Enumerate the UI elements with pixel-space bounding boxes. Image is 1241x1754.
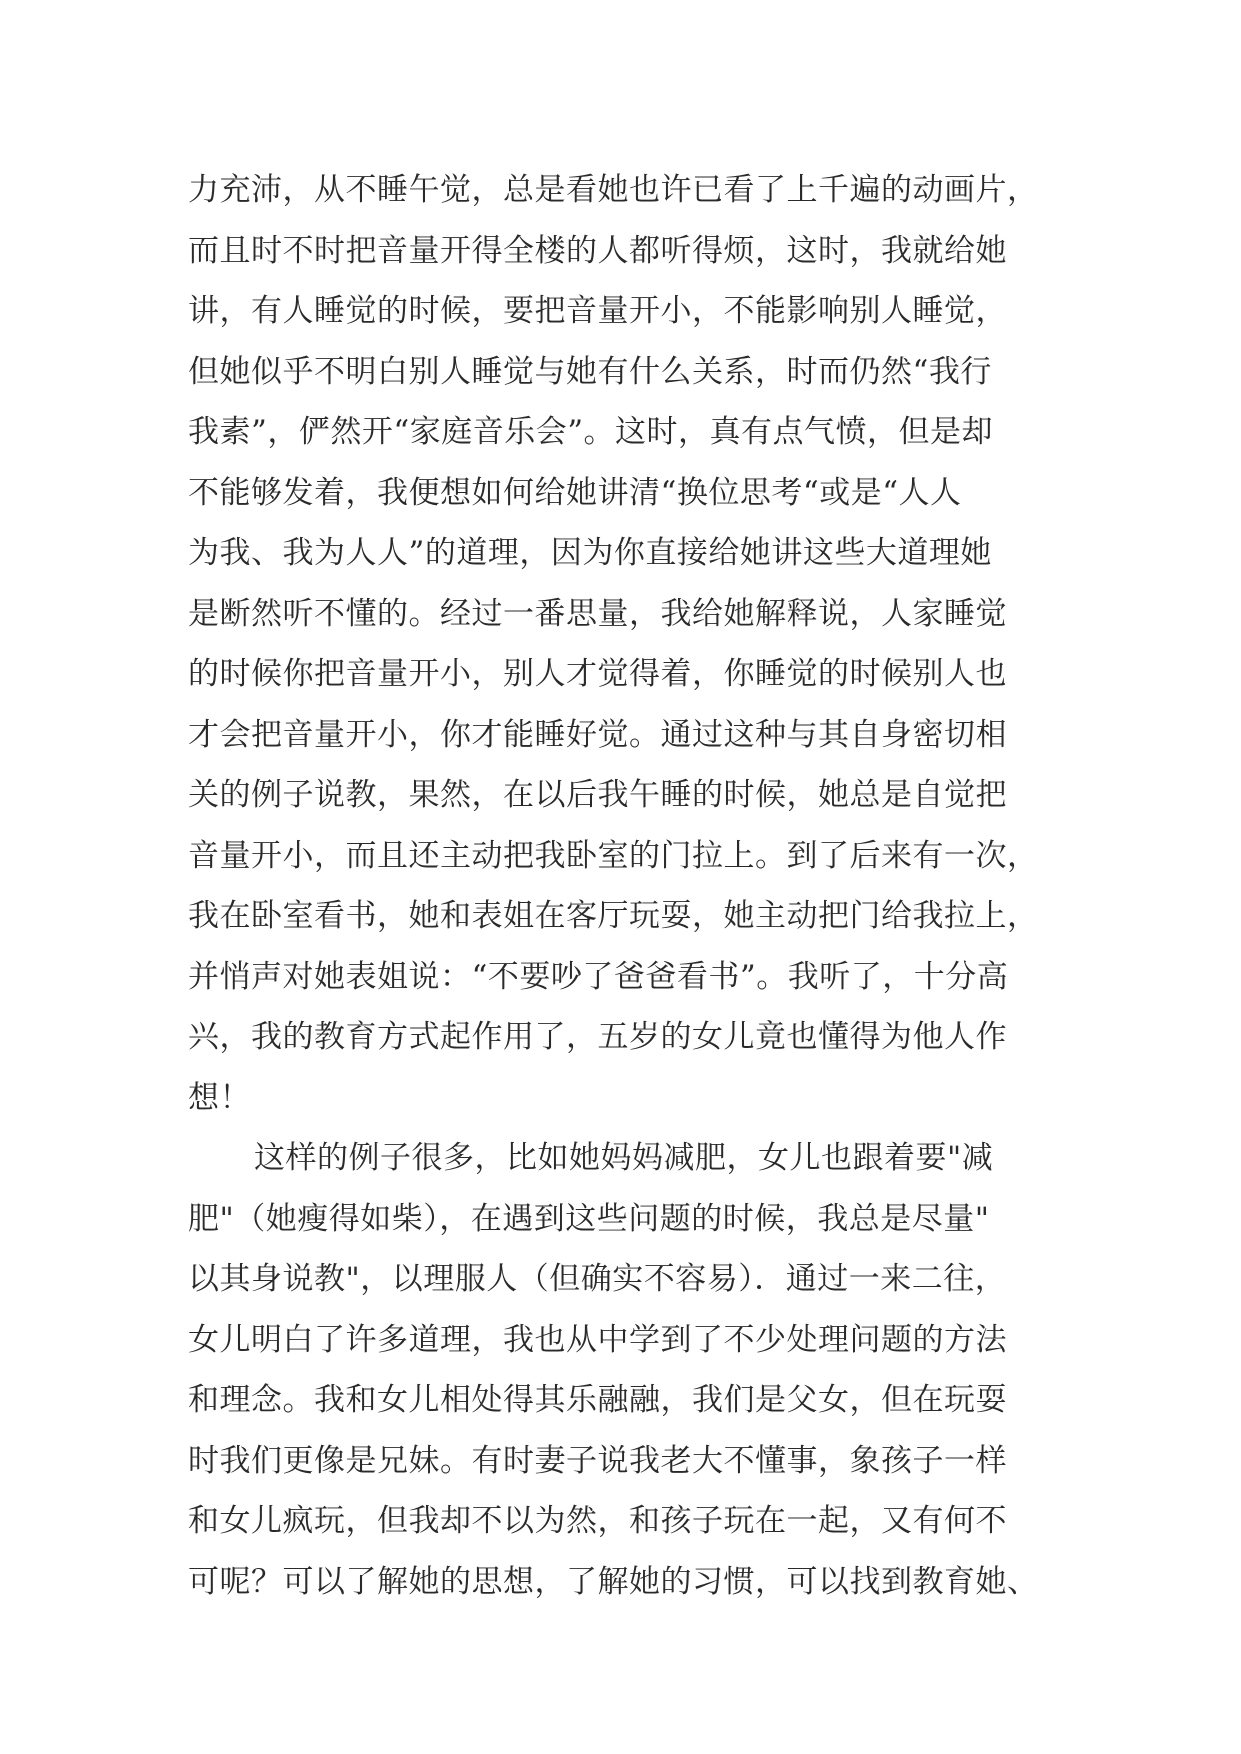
- text-line: 才会把音量开小，你才能睡好觉。通过这种与其自身密切相: [188, 716, 1007, 753]
- text-line: 讲，有人睡觉的时候，要把音量开小，不能影响别人睡觉，: [188, 293, 1007, 329]
- text-line: 是断然听不懂的。经过一番思量，我给她解释说，人家睡觉: [188, 595, 1007, 632]
- text-line: 但她似乎不明白别人睡觉与她有什么关系，时而仍然“我行: [188, 353, 992, 390]
- text-line: 音量开小，而且还主动把我卧室的门拉上。到了后来有一次，: [188, 837, 1039, 874]
- text-line: 想！: [188, 1079, 251, 1116]
- text-line: 可呢？可以了解她的思想，了解她的习惯，可以找到教育她、: [188, 1563, 1039, 1600]
- text-line: 我素”，俨然开“家庭音乐会”。这时，真有点气愤，但是却: [188, 414, 994, 450]
- body-text: [188, 160, 1088, 1612]
- text-line: 力充沛，从不睡午觉，总是看她也许已看了上千遍的动画片，: [188, 172, 1039, 208]
- text-line: 的时候你把音量开小，别人才觉得着，你睡觉的时候别人也: [188, 656, 1007, 692]
- text-line: 兴，我的教育方式起作用了，五岁的女儿竟也懂得为他人作: [188, 1019, 1007, 1055]
- text-line: 不能够发着，我便想如何给她讲清“换位思考“或是“人人: [188, 474, 962, 511]
- text-line: 女儿明白了许多道理，我也从中学到了不少处理问题的方法: [188, 1321, 1007, 1358]
- text-line: 而且时不时把音量开得全楼的人都听得烦，这时，我就给她: [188, 232, 1007, 269]
- text-line: 肥"（她瘦得如柴），在遇到这些问题的时候，我总是尽量": [188, 1200, 990, 1237]
- text-line: 和理念。我和女儿相处得其乐融融，我们是父女，但在玩耍: [188, 1382, 1007, 1418]
- text-line: 以其身说教"，以理服人（但确实不容易）．通过一来二往，: [188, 1261, 1007, 1297]
- text-line: 时我们更像是兄妹。有时妻子说我老大不懂事，象孩子一样: [188, 1442, 1007, 1479]
- text-line: 为我、我为人人”的道理，因为你直接给她讲这些大道理她: [188, 535, 992, 571]
- text-line: 关的例子说教，果然，在以后我午睡的时候，她总是自觉把: [188, 777, 1007, 813]
- paragraph-start-line: 这样的例子很多，比如她妈妈减肥，女儿也跟着要"减: [254, 1140, 994, 1176]
- text-line: 并悄声对她表姐说：“不要吵了爸爸看书”。我听了，十分高: [188, 958, 1009, 995]
- text-line: 和女儿疯玩，但我却不以为然，和孩子玩在一起，又有何不: [188, 1503, 1007, 1539]
- text-line: 我在卧室看书，她和表姐在客厅玩耍，她主动把门给我拉上，: [188, 898, 1039, 934]
